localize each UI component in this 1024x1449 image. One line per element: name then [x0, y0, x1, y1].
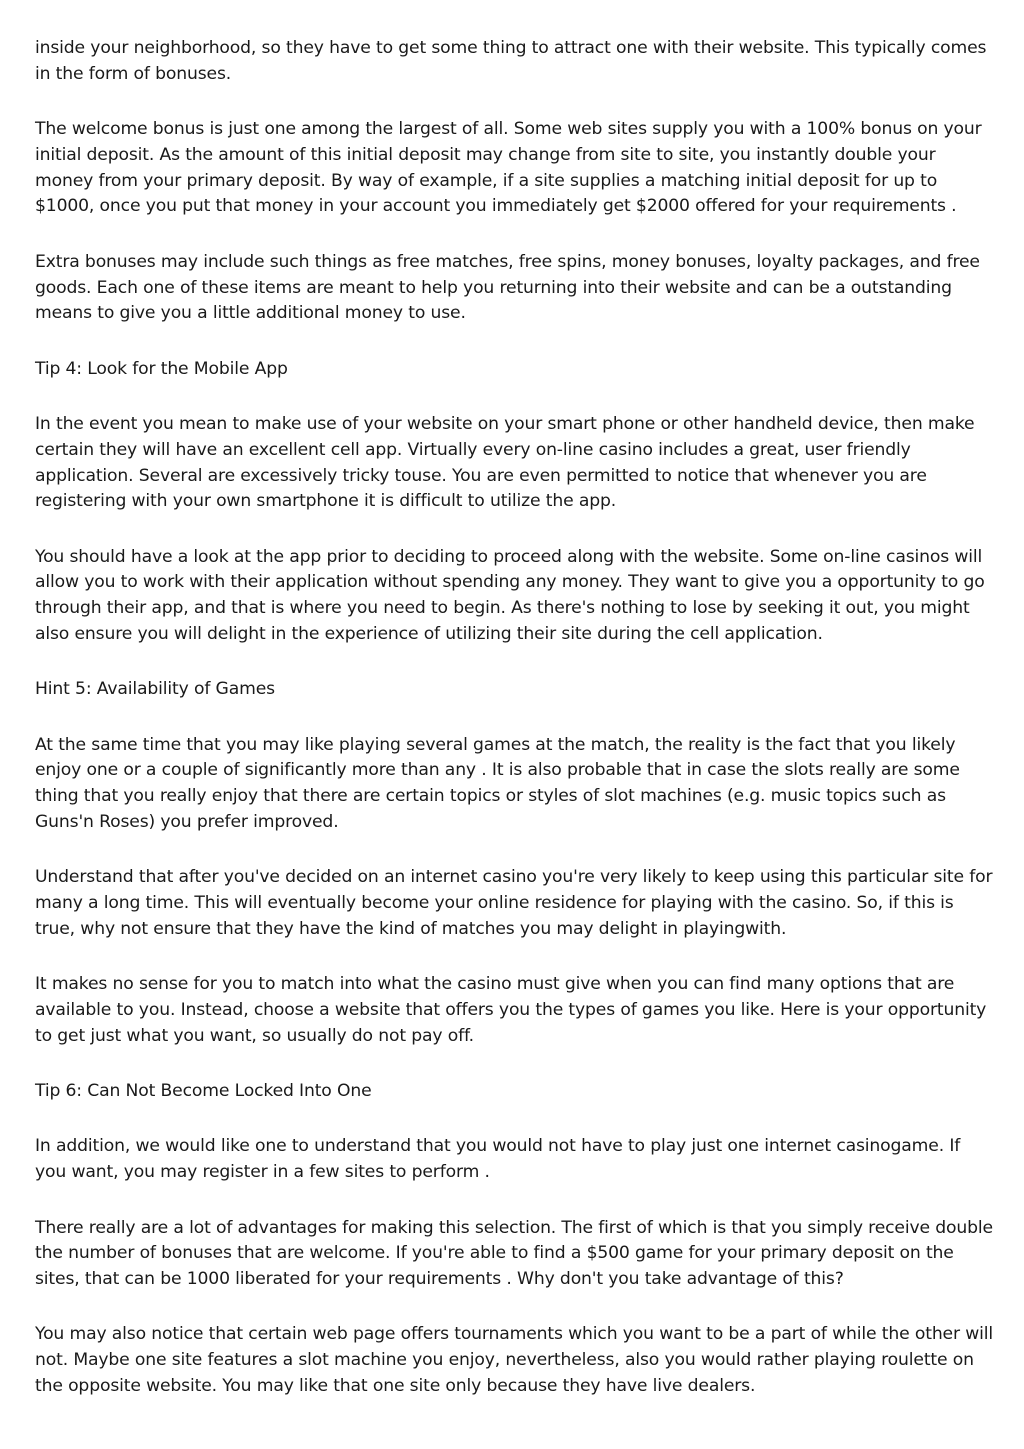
body-paragraph: It makes no sense for you to match into what the casino must give when you can find many options that are available to you. Instead, choose a website that offers you the types of games you like. Here is your opportunity to get just what you want, so usually do not pay off.	[35, 974, 987, 1046]
body-paragraph: In the event you mean to make use of your website on your smart phone or other handheld device, then make certain they will have an excellent cell app. Virtually every on-line casino includes a great, user friendly application. Several are excessively tricky touse. You are even permitted to notice that whenever you are registering with your own smartphone it is difficult to utilize the app.	[35, 413, 975, 512]
body-paragraph: You may also notice that certain web page offers tournaments which you want to be a part of while the other will not. Maybe one site features a slot machine you enjoy, nevertheless, also you would rather playing roulette on the opposite website. You may like that one site only because they have live dealers.	[35, 1324, 993, 1396]
body-paragraph: The welcome bonus is just one among the largest of all. Some web sites supply you with a 100% bonus on your initial deposit. As the amount of this initial deposit may change from site to site, you instantly double your money from your primary deposit. By way of example, if a site supplies a matching initial deposit for up to $1000, once you put that money in your account you immediately get $2000 offered for your requirements .	[35, 119, 982, 217]
section-heading-tip-6: Tip 6: Can Not Become Locked Into One	[35, 1081, 372, 1102]
body-paragraph: There really are a lot of advantages for making this selection. The first of which is that you simply receive double the number of bonuses that are welcome. If you're able to find a $500 game for your primary deposit on the sites, that can be 1000 liberated for your requirements . Why don't you take advantage of this?	[35, 1217, 993, 1290]
body-paragraph: Extra bonuses may include such things as free matches, free spins, money bonuses, loyalty packages, and free goods. Each one of these items are meant to help you returning into their website and can be a outstanding means to give you a little additional money to use.	[35, 251, 980, 324]
section-heading-tip-4: Tip 4: Look for the Mobile App	[35, 358, 288, 379]
body-paragraph: At the same time that you may like playing several games at the match, the reality is the fact that you likely enjoy one or a couple of significantly more than any . It is also probable that in case the slots really are some thing that you really enjoy that there are certain topics or styles of slot machines (e.g. music topics such as Guns'n Roses) you prefer improved.	[35, 734, 960, 833]
document-page	[35, 36, 993, 1400]
body-paragraph: In addition, we would like one to understand that you would not have to play just one internet casinogame. If you want, you may register in a few sites to perform .	[35, 1136, 961, 1183]
body-paragraph: You should have a look at the app prior to deciding to proceed along with the website. Some on-line casinos will allow you to work with their application without spending any money. They want to give you a opportunity to go through their app, and that is where you need to begin. As there's nothing to lose by seeking it out, you might also ensure you will delight in the experience of utilizing their site during the cell application.	[35, 546, 985, 645]
section-heading-hint-5: Hint 5: Availability of Games	[35, 679, 275, 700]
body-paragraph: inside your neighborhood, so they have to get some thing to attract one with their website. This typically comes in the form of bonuses.	[35, 38, 987, 84]
body-paragraph: Understand that after you've decided on an internet casino you're very likely to keep using this particular site for many a long time. This will eventually become your online residence for playing with the casino. So, if this is true, why not ensure that they have the kind of matches you may delight in playingwith.	[35, 867, 993, 939]
